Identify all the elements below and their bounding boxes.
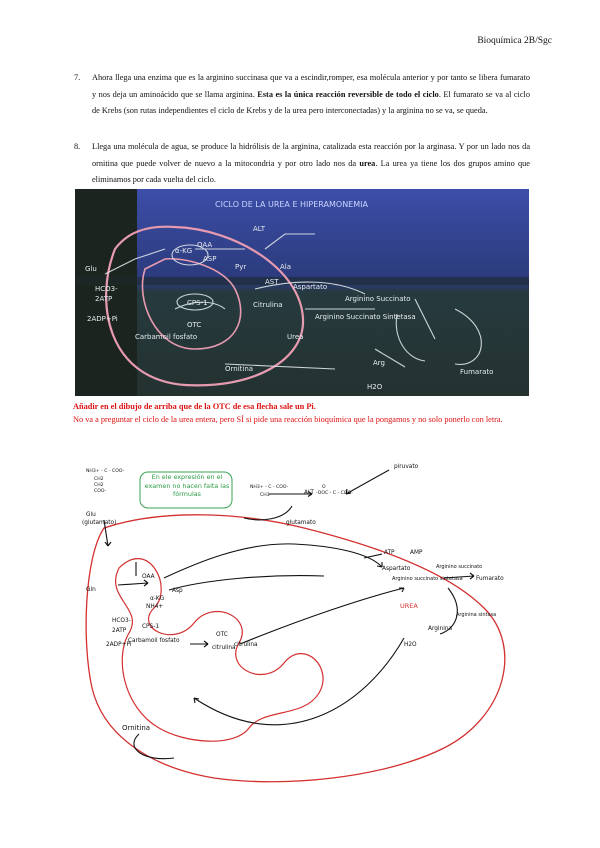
green-box-note: En ele expresión en el examen no hacen falta las fórmulas [144, 473, 230, 498]
p7-text-b: . El fumarato se va al ciclo de Krebs (son rutas independientes el ciclo de Krebs y de la urea pero interconectadas) y la arginina no se va, se queda. [92, 89, 530, 115]
label-alt: ALT [304, 490, 314, 496]
label-nh4: NH4+ [146, 604, 164, 610]
label-otc: OTC [216, 632, 228, 638]
urea-cycle-drawing [64, 458, 540, 798]
label-adp: 2ADP+Pi [106, 642, 132, 648]
p8-text-b: . La urea ya tiene los dos grupos amino que eliminamos por cada vuelta del ciclo. [92, 158, 530, 184]
paragraph-7 [74, 70, 530, 120]
label-glu: Glu [86, 512, 96, 518]
label-urea: UREA [400, 602, 418, 610]
svg-text:CH3: CH3 [260, 493, 270, 498]
label-carbamoil: Carbamoil fosfato [128, 638, 180, 644]
label-oaa: OAA [142, 574, 155, 580]
svg-text:COO-: COO- [94, 489, 107, 494]
svg-text:CH2: CH2 [94, 477, 104, 482]
label-citrulina-mid: citrulina [234, 642, 258, 648]
label-glutamato: glutamato [286, 520, 316, 526]
page-header: Bioquímica 2B/Sgc [477, 36, 552, 46]
board-adp: 2ADP+Pi [87, 315, 118, 323]
svg-text:O: O [322, 485, 326, 490]
board-alt: ALT [253, 225, 266, 233]
whiteboard-photo [75, 189, 529, 396]
label-asp: Asp [172, 588, 183, 594]
label-glutamato-left: (glutamato) [82, 520, 117, 526]
label-arg-succ: Arginino succinato [436, 564, 483, 570]
label-arginina: Arginina [428, 626, 453, 632]
item-number-8: 8. [74, 142, 81, 151]
label-cps: CPS-1 [142, 624, 160, 630]
board-glu: Glu [85, 265, 97, 273]
p7-text-a: Ahora llega una enzima que es la arginino succinasa que va a escindir,romper, esa molécula anterior y por tanto se libera fumarato y nos deja un aminoácido que se llama arginina. [92, 73, 530, 99]
board-ala: Ala [280, 263, 292, 271]
label-amp: AMP [410, 550, 423, 556]
board-otc: OTC [187, 321, 202, 329]
label-arg-sint: Arginino succinato sintetasa [392, 576, 463, 582]
board-sintetasa: Arginino Succinato Sintetasa [315, 313, 416, 321]
whiteboard-drawing [75, 189, 529, 396]
board-akg: α-KG [175, 247, 193, 255]
board-ornitina: Ornitina [225, 365, 254, 373]
item-number-7: 7. [74, 73, 81, 82]
board-aspartato: Aspartato [293, 283, 328, 291]
label-aspartato: Aspartato [382, 566, 411, 572]
label-akg: α-KG [150, 596, 165, 602]
label-fumarato: Fumarato [476, 576, 504, 582]
p8-bold: urea [359, 158, 376, 168]
svg-text:NH3+ - C - COO-: NH3+ - C - COO- [86, 469, 125, 474]
board-fumarato: Fumarato [460, 368, 494, 376]
label-arginasa: Arginina sintasa [456, 612, 497, 618]
board-citrulina: Citrulina [253, 301, 283, 309]
label-hco3: HCO3- [112, 618, 131, 624]
label-piruvato: piruvato [394, 464, 419, 470]
note-line: No va a preguntar el ciclo de la urea entera, pero SÍ si pide una reacción bioquímica que la pongamos y no solo ponerlo con letra. [73, 415, 503, 424]
board-ast: AST [265, 278, 279, 286]
board-urea: Urea [287, 333, 304, 341]
svg-text:-OOC - C - COO-: -OOC - C - COO- [316, 491, 353, 496]
board-hco3: HCO3- [95, 285, 118, 293]
svg-text:NH3+ - C - COO-: NH3+ - C - COO- [250, 485, 289, 490]
board-carbamoil: Carbamoil fosfato [135, 333, 198, 341]
board-atp: 2ATP [95, 295, 113, 303]
paragraph-8 [74, 139, 530, 189]
board-arg: Arg [373, 359, 385, 367]
svg-text:CH2: CH2 [94, 483, 104, 488]
label-gln: Gln [86, 587, 96, 593]
board-oaa: OAA [197, 241, 213, 249]
label-h2o: H2O [404, 642, 417, 648]
board-title: CICLO DE LA UREA E HIPERAMONEMIA [215, 200, 368, 209]
board-h2o: H2O [367, 383, 383, 391]
red-note [73, 400, 523, 426]
p7-bold: Esta es la única reacción reversible de todo el ciclo [257, 89, 439, 99]
p8-text-a: Llega una molécula de agua, se produce la hidrólisis de la arginina, catalizada esta reacción por la arginasa. Y por un lado nos da ornitina que puede volver de nuevo a la mitocondria y por otro lado nos da [92, 142, 530, 168]
label-ornitina: Ornitina [122, 724, 151, 732]
board-cps: CPS-1 [187, 299, 208, 307]
board-succinato: Arginino Succinato [345, 295, 411, 303]
label-atp: ATP [384, 550, 395, 556]
board-asp: ASP [203, 255, 217, 263]
note-bold: Añadir en el dibujo de arriba que de la OTC de esa flecha sale un Pi. [73, 402, 316, 411]
label-2atp: 2ATP [112, 628, 127, 634]
board-pyr: Pyr [235, 263, 247, 271]
label-citrulina: citrulina [212, 645, 236, 651]
